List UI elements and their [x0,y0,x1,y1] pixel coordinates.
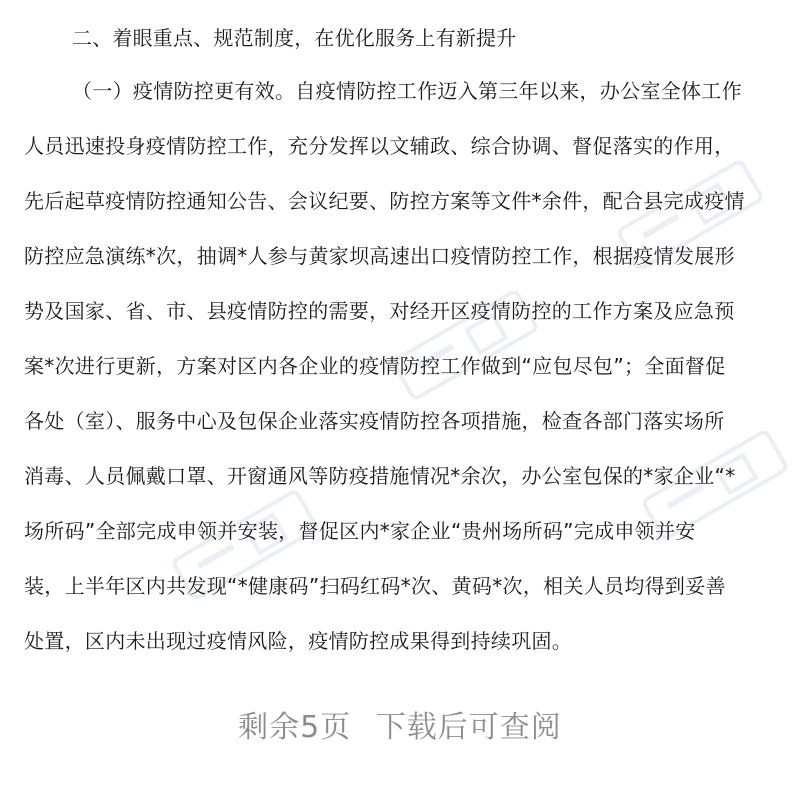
paragraph-line: 消毒、人员佩戴口罩、开窗通风等防疫措施情况*余次，办公室包保的*家企业“* [24,464,736,488]
paragraph-line: 场所码”全部完成申领并安装，督促区内*家企业“贵州场所码”完成申领并安 [24,519,696,543]
paragraph-line: 案*次进行更新，方案对区内各企业的疫情防控工作做到“应包尽包”；全面督促 [24,354,726,378]
section-heading: 二、着眼重点、规范制度，在优化服务上有新提升 [72,26,517,50]
download-to-view-label: 下载后可查阅 [375,710,562,745]
paragraph-line: 处置，区内未出现过疫情风险，疫情防控成果得到持续巩固。 [24,629,573,653]
paragraph-line: （一）疫情防控更有效。自疫情防控工作迈入第三年以来，办公室全体工作 [72,79,742,103]
download-more-prompt[interactable] [0,708,800,748]
paragraph-line: 势及国家、省、市、县疫情防控的需要，对经开区疫情防控的工作方案及应急预 [24,299,735,323]
paragraph-line: 人员迅速投身疫情防控工作，充分发挥以文辅政、综合协调、督促落实的作用， [24,134,735,158]
remaining-pages-label: 剩余5页 [238,710,352,745]
paragraph-line: 防控应急演练*次，抽调*人参与黄家坝高速出口疫情防控工作，根据疫情发展形 [24,244,735,268]
paragraph-line: 各处（室）、服务中心及包保企业落实疫情防控各项措施，检查各部门落实场所 [24,409,725,433]
paragraph-line: 先后起草疫情防控通知公告、会议纪要、防控方案等文件*余件，配合县完成疫情 [24,189,745,213]
paragraph-line: 装，上半年区内共发现“*健康码”扫码红码*次、黄码*次，相关人员均得到妥善 [24,574,726,598]
